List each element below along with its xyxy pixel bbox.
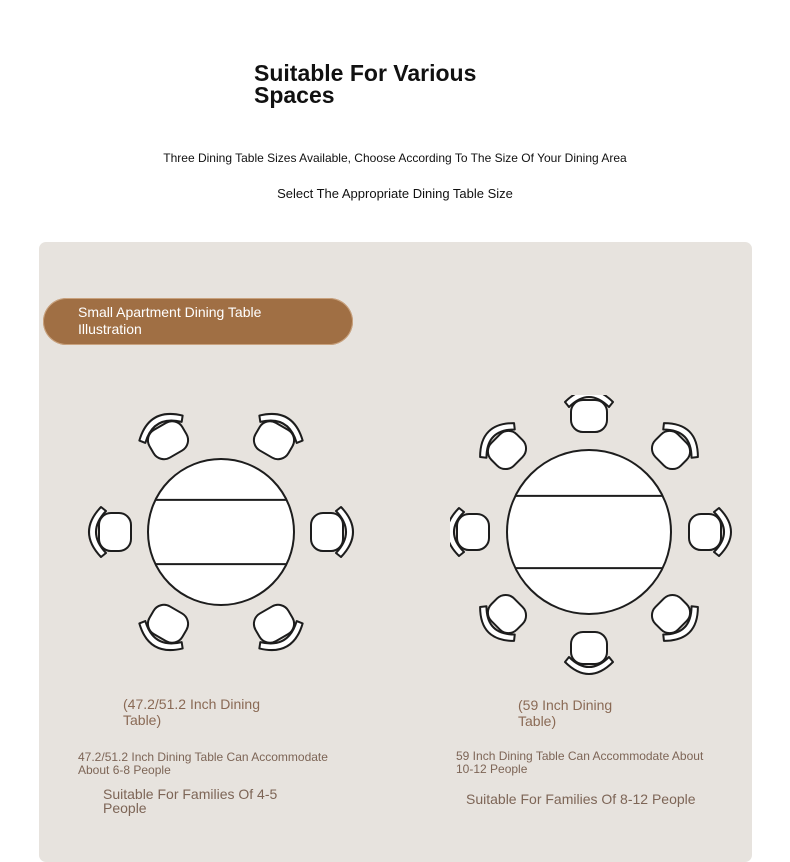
- chair: [244, 597, 308, 658]
- chair-seat: [99, 513, 131, 551]
- select-size-heading: Select The Appropriate Dining Table Size: [277, 186, 513, 201]
- family-text-large: Suitable For Families Of 8-12 People: [466, 791, 696, 807]
- chair: [689, 508, 731, 556]
- banner-text: Small Apartment Dining Table Illustration: [78, 304, 262, 337]
- chair: [643, 415, 707, 479]
- chair: [133, 597, 197, 658]
- capacity-text-large: 59 Inch Dining Table Can Accommodate About 10-12 People: [456, 749, 704, 776]
- subtitle: Three Dining Table Sizes Available, Choose According To The Size Of Your Dining Area: [163, 151, 627, 165]
- table-group: [89, 405, 353, 659]
- chair: [450, 508, 489, 556]
- table-top: [507, 450, 671, 614]
- chair-seat: [571, 400, 607, 432]
- family-text-small: Suitable For Families Of 4-5 People: [103, 786, 278, 816]
- chair: [311, 507, 353, 557]
- chair-seat: [457, 514, 489, 550]
- table-top: [148, 459, 294, 605]
- page-title: Suitable For Various Spaces: [254, 60, 477, 108]
- banner-pill: [43, 298, 353, 345]
- chair: [643, 586, 707, 650]
- chair-seat: [571, 632, 607, 664]
- chair: [133, 405, 197, 466]
- chair: [89, 507, 131, 557]
- chair: [565, 632, 613, 674]
- eight-chair-table-diagram: [450, 395, 732, 677]
- chair: [244, 405, 308, 466]
- table-size-label-small: (47.2/51.2 Inch Dining Table): [123, 696, 260, 728]
- six-chair-table-diagram: [85, 405, 360, 660]
- capacity-text-small: 47.2/51.2 Inch Dining Table Can Accommodate About 6-8 People: [78, 750, 328, 777]
- chair: [565, 395, 613, 432]
- chair-seat: [311, 513, 343, 551]
- chair-seat: [689, 514, 721, 550]
- table-group: [450, 395, 731, 674]
- chair: [472, 586, 536, 650]
- chair: [472, 415, 536, 479]
- table-size-label-large: (59 Inch Dining Table): [518, 697, 613, 729]
